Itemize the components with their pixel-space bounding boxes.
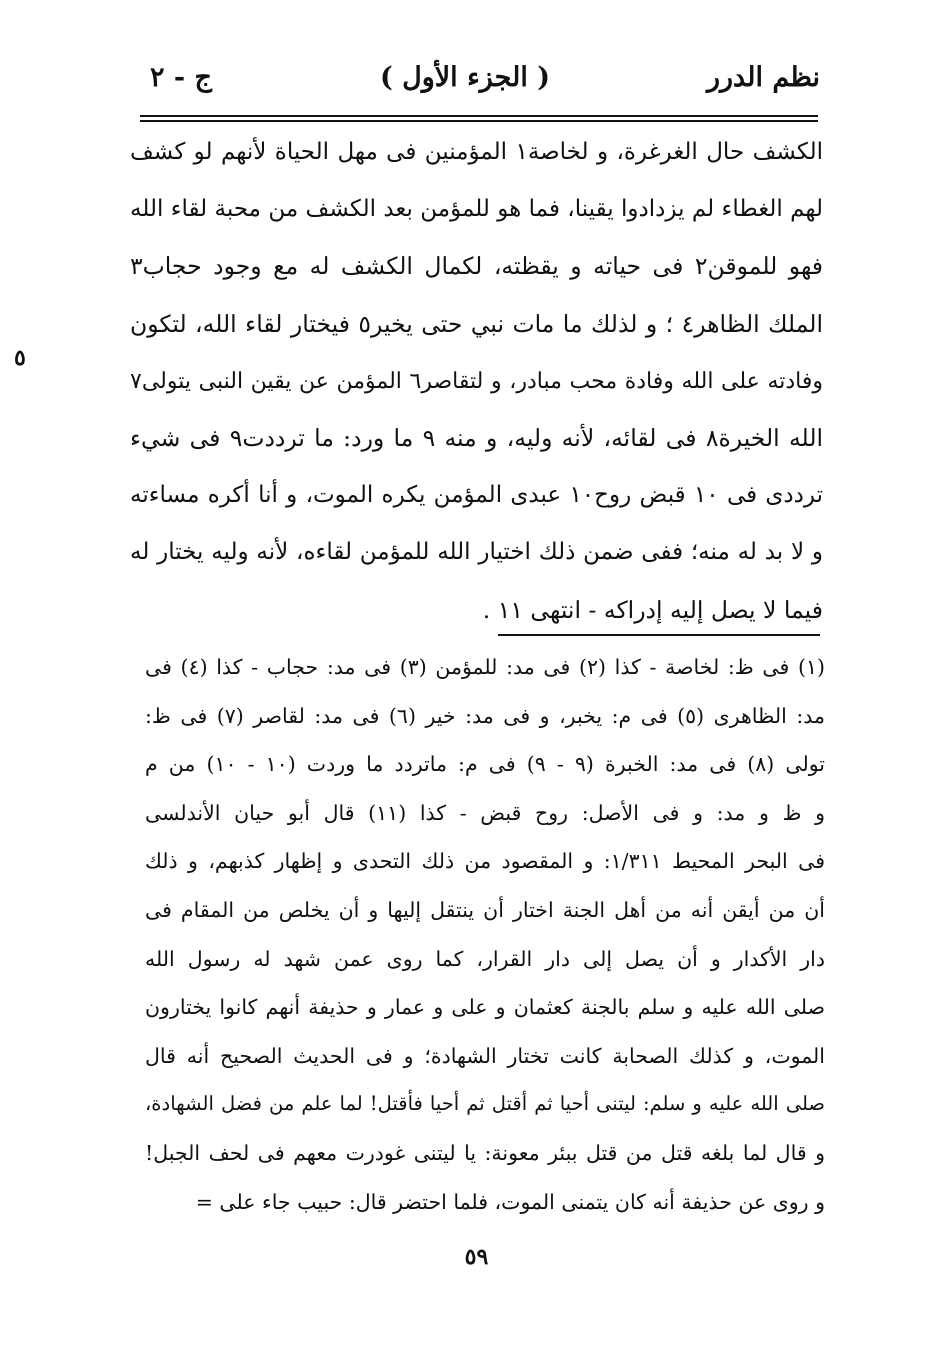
footnote-line: صلى الله عليه و سلم: ليتنى أحيا ثم أقتل ثم أحيا فأقتل! لما علم من فضل الشهادة،: [145, 1092, 825, 1116]
header-rule: [140, 115, 818, 122]
text-line: و لا بد له منه؛ ففى ضمن ذلك اختيار الله للمؤمن لقاءه، لأنه وليه يختار له: [130, 539, 823, 566]
main-text: [130, 124, 823, 639]
book-title: نظم الدرر: [706, 62, 820, 93]
footnote-line: مد: الظاهرى (٥) فى م: يخبر، و فى مد: خير (٦) فى مد: لقاصر (٧) فى ظ:: [145, 703, 825, 728]
footnote-line: (١) فى ظ: لخاصة - كذا (٢) فى مد: للمؤمن (٣) فى مد: حجاب - كذا (٤) فى: [145, 655, 825, 679]
footnote-line: و روى عن حذيفة أنه كان يتمنى الموت، فلما احتضر قال: حبيب جاء على =: [195, 1189, 825, 1214]
footnote-line: صلى الله عليه و سلم بالجنة كعثمان و على و عمار و حذيفة أنهم كانوا يختارون: [145, 995, 825, 1020]
text-line: ترددى فى ١٠ قبض روح١٠ عبدى المؤمن يكره الموت، و أنا أكره مساءته: [130, 482, 823, 509]
text-line: الملك الظاهر٤ ؛ و لذلك ما مات نبي حتى يخير٥ فيختار لقاء الله، لتكون: [130, 309, 823, 338]
line-number-marker: ٥: [14, 345, 26, 371]
text-line: الكشف حال الغرغرة، و لخاصة١ المؤمنين فى مهل الحياة لأنهم لو كشف: [130, 139, 823, 165]
part-label: ( الجزء الأول ): [379, 62, 550, 93]
footnote-line: دار الأكدار و أن يصل إلى دار القرار، كما روى عمن شهد له رسول الله: [145, 946, 825, 971]
footnote-line: فى البحر المحيط ١/٣١١: و المقصود من ذلك التحدى و إظهار كذبهم، و ذلك: [145, 849, 825, 874]
footnote-separator: [498, 634, 820, 636]
volume-label: ج - ٢: [150, 62, 212, 93]
page-number: ٥٩: [464, 1244, 489, 1270]
text-line: وفادته على الله وفادة محب مبادر، و لتقاصر٦ المؤمن عن يقين النبى يتولى٧: [130, 368, 823, 394]
footnote-line: و قال لما بلغه قتل من قتل ببئر معونة: يا ليتنى غودرت معهم فى لحف الجبل!: [145, 1140, 825, 1165]
footnotes: [145, 643, 825, 1226]
text-line: لهم الغطاء لم يزدادوا يقينا، فما هو للمؤمن بعد الكشف من محبة لقاء الله: [130, 196, 823, 223]
footnote-line: و ظ و مد: و فى الأصل: روح قبض - كذا (١١) قال أبو حيان الأندلسى: [145, 800, 825, 825]
text-line: فهو للموقن٢ فى حياته و يقظته، لكمال الكشف له مع وجود حجاب٣: [130, 252, 823, 281]
running-header: [150, 62, 820, 106]
text-line: فيما لا يصل إليه إدراكه - انتهى ١١ .: [482, 595, 823, 624]
footnote-line: تولى (٨) فى مد: الخبرة (٩ - ٩) فى م: ماتردد ما وردت (١٠ - ١٠) من م: [145, 752, 825, 777]
text-line: الله الخيرة٨ فى لقائه، لأنه وليه، و منه ٩ ما ورد: ما ترددت٩ فى شيء: [130, 423, 823, 452]
footnote-line: أن من أيقن أنه من أهل الجنة اختار أن ينتقل إليها و أن يخلص من المقام فى: [145, 897, 825, 922]
footnote-line: الموت، و كذلك الصحابة كانت تختار الشهادة؛ و فى الحديث الصحيح أنه قال: [145, 1043, 825, 1068]
